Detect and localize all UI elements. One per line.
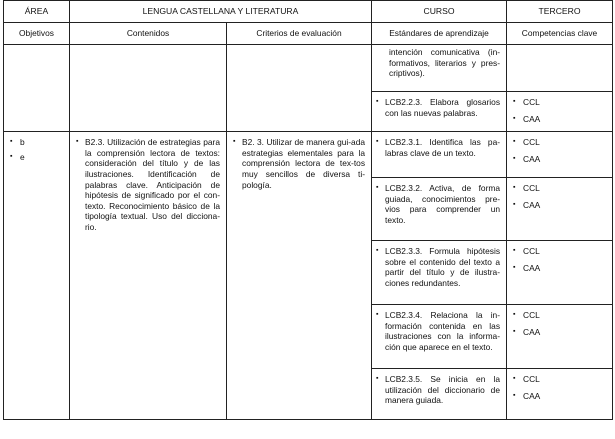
bullet-icon: ▪ <box>513 247 516 255</box>
col-estandares: Estándares de aprendizaje <box>372 23 507 45</box>
curriculum-table <box>3 0 613 420</box>
bullet-icon: ▪ <box>376 184 379 192</box>
standard-text: LCB2.3.4. Relaciona la in-formación contenida en las ilustraciones con la informa-ción que aparece en el texto. <box>385 310 501 352</box>
competencia: CCL <box>523 183 540 194</box>
bullet-icon: ▪ <box>376 311 379 319</box>
column-header-row <box>4 23 613 45</box>
standard-text: LCB2.3.5. Se inicia en la utilización del diccionario de manera guiada. <box>385 374 501 406</box>
objetivos-cell <box>4 132 70 420</box>
bullet-icon: ▪ <box>513 155 516 163</box>
bullet-icon: ▪ <box>513 115 516 123</box>
bullet-icon: ▪ <box>513 201 516 209</box>
area-value: LENGUA CASTELLANA Y LITERATURA <box>70 1 372 23</box>
criterios-cell <box>227 132 372 420</box>
competencia: CAA <box>523 154 541 165</box>
contenido-text: B2.3. Utilización de estrategias para la comprensión lectora de textos: consideración del título y de las ilustraciones. Identificación de palabras clave. Anticipación de hipótesis de significado por el con-texto. Reconocimiento básico de la tipología textual. Uso del dicciona-rio. <box>85 137 220 232</box>
standard-text: LCB2.2.3. Elabora glosarios con las nuevas palabras. <box>385 97 501 118</box>
standard-text: LCB2.3.3. Formula hipótesis sobre el contenido del texto a partir del título y de ilustra-ciones redundantes. <box>385 246 501 288</box>
bullet-icon: ▪ <box>513 392 516 400</box>
standard-text: LCB2.3.2. Activa, de forma guiada, conocimientos pre-vios para comprender un texto. <box>385 183 501 225</box>
bullet-icon: ▪ <box>513 328 516 336</box>
bullet-icon: ▪ <box>513 184 516 192</box>
competencia: CAA <box>523 114 541 125</box>
competencia: CCL <box>523 246 540 257</box>
area-label: ÁREA <box>4 1 70 23</box>
bullet-icon: ▪ <box>513 98 516 105</box>
competencia: CAA <box>523 327 541 338</box>
bullet-icon: ▪ <box>513 311 516 319</box>
bullet-icon: ▪ <box>376 375 379 383</box>
continuation-standard: intención comunicativa (in-formativos, literarios y pres-criptivos). <box>372 45 507 92</box>
bullet-icon: ▪ <box>376 98 379 105</box>
contenidos-cell <box>70 132 227 420</box>
bullet-icon: ▪ <box>513 138 516 146</box>
col-contenidos: Contenidos <box>70 23 227 45</box>
bullet-icon: ▪ <box>76 138 79 146</box>
competencia: CAA <box>523 391 541 402</box>
competencia: CAA <box>523 200 541 211</box>
competencia: CAA <box>523 263 541 274</box>
bullet-icon: ▪ <box>376 247 379 255</box>
standard-row <box>4 132 613 178</box>
continuation-row-1 <box>4 45 613 92</box>
col-objetivos: Objetivos <box>4 23 70 45</box>
standard-text: LCB2.3.1. Identifica las pa-labras clave de un texto. <box>385 137 501 158</box>
objetivo: e <box>20 151 25 162</box>
bullet-icon: ▪ <box>10 138 13 146</box>
col-competencias: Competencias clave <box>507 23 613 45</box>
bullet-icon: ▪ <box>376 138 379 146</box>
bullet-icon: ▪ <box>10 152 13 160</box>
objetivo: b <box>20 137 25 148</box>
curso-value: TERCERO <box>507 1 613 23</box>
competencia: CCL <box>523 97 540 107</box>
curso-label: CURSO <box>372 1 507 23</box>
competencia: CCL <box>523 374 540 385</box>
col-criterios: Criterios de evaluación <box>227 23 372 45</box>
bullet-icon: ▪ <box>513 264 516 272</box>
bullet-icon: ▪ <box>233 138 236 146</box>
bullet-icon: ▪ <box>513 375 516 383</box>
header-row <box>4 1 613 23</box>
competencia: CCL <box>523 310 540 321</box>
criterio-text: B2. 3. Utilizar de manera gui-ada estrategias elementales para la comprensión lectora de tex-tos muy sencillos de diversa ti-pología. <box>242 137 366 190</box>
competencia: CCL <box>523 137 540 148</box>
